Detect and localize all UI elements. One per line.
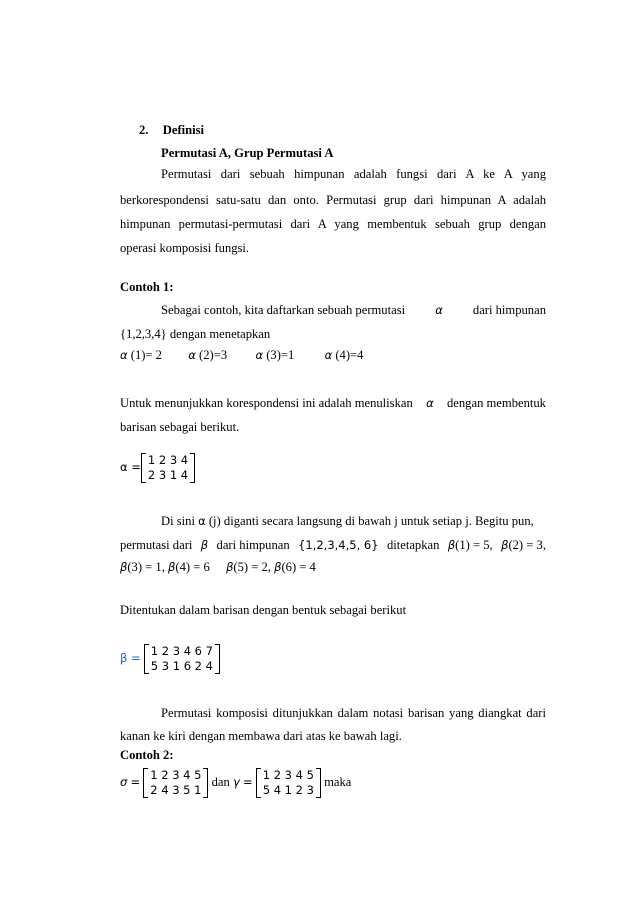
alpha-mapping-row: [120, 347, 546, 363]
beta-line-1: [120, 537, 546, 553]
beta-map-4: (4) = 6: [175, 560, 210, 574]
beta-text-a: permutasi dari: [120, 538, 193, 552]
beta-matrix: [144, 644, 220, 674]
alpha-matrix-bottom: 2 3 1 4: [147, 468, 189, 483]
beta-text-c: ditetapkan: [386, 538, 440, 552]
dan-word: dan: [211, 775, 230, 789]
alpha-symbol: α: [188, 348, 196, 362]
explanation-line-2: barisan sebagai berikut.: [120, 420, 240, 434]
alpha-matrix: [141, 453, 195, 483]
example-2-equation: [120, 766, 546, 798]
sigma-symbol: σ: [120, 775, 128, 789]
beta-map-2: (2) = 3,: [508, 538, 546, 552]
alpha-map-1: (1)= 2: [130, 348, 162, 362]
alpha-matrix-label: α =: [120, 460, 141, 474]
definition-line-3: himpunan permutasi-permutasi dari A yang membentuk sebuah grup dengan: [120, 217, 546, 231]
alpha-symbol: α: [435, 303, 443, 317]
explanation-text-b: dengan membentuk: [447, 396, 546, 410]
gamma-matrix: [256, 768, 321, 798]
section-subtitle: Permutasi A, Grup Permutasi A: [161, 146, 334, 160]
beta-matrix-label: β =: [120, 651, 141, 665]
explanation-line-1: [120, 395, 546, 411]
alpha-symbol: α: [255, 348, 264, 362]
example-1-line-1: [161, 302, 546, 318]
beta-line-2: [120, 559, 546, 575]
gamma-symbol: γ: [232, 775, 240, 789]
beta-symbol: β: [200, 538, 209, 552]
section-heading: [139, 122, 565, 138]
alpha-symbol: α: [198, 514, 206, 528]
alpha-map-2: (2)=3: [199, 348, 228, 362]
beta-symbol: β: [226, 560, 234, 574]
sigma-matrix-bottom: 2 4 3 5 1: [150, 783, 202, 798]
definition-line-2: berkorespondensi satu-satu dan onto. Permutasi grup dari himpunan A adalah: [120, 193, 546, 207]
beta-set: {1,2,3,4,5, 6}: [298, 538, 379, 552]
komposisi-line-2: kanan ke kiri dengan membawa dari atas ke bawah lagi.: [120, 729, 402, 743]
explanation-text-a: Untuk menunjukkan korespondensi ini adalah menuliskan: [120, 396, 413, 410]
example-1-heading: Contoh 1:: [120, 280, 174, 294]
alpha-symbol: α: [426, 396, 434, 410]
beta-matrix-top: 1 2 3 4 6 7: [150, 644, 213, 659]
beta-symbol: β: [501, 538, 509, 552]
di-sini-line: [161, 513, 546, 529]
di-sini-text-b: (j) diganti secara langsung di bawah j untuk setiap j. Begitu pun,: [208, 514, 534, 528]
alpha-matrix-top: 1 2 3 4: [147, 453, 189, 468]
alpha-map-4: (4)=4: [335, 348, 364, 362]
example-1-line-2: {1,2,3,4} dengan menetapkan: [120, 327, 271, 341]
section-number: 2.: [139, 123, 149, 137]
alpha-map-3: (3)=1: [266, 348, 295, 362]
example-1-text-end: dari himpunan: [472, 303, 546, 317]
definition-line-1: Permutasi dari sebuah himpunan adalah fungsi dari A ke A yang: [161, 167, 546, 181]
di-sini-text-a: Di sini: [161, 514, 195, 528]
beta-map-3: (3) = 1,: [127, 560, 165, 574]
beta-matrix-equation: [120, 642, 546, 674]
example-2-heading: Contoh 2:: [120, 748, 174, 762]
ditentukan-line: Ditentukan dalam barisan dengan bentuk sebagai berikut: [120, 603, 407, 617]
beta-symbol: β: [274, 560, 282, 574]
maka-word: maka: [324, 775, 352, 789]
alpha-matrix-equation: [120, 451, 546, 483]
equals-sign: =: [242, 775, 253, 789]
gamma-matrix-bottom: 5 4 1 2 3: [262, 783, 314, 798]
beta-map-1: (1) = 5,: [455, 538, 493, 552]
komposisi-line-1: Permutasi komposisi ditunjukkan dalam notasi barisan yang diangkat dari: [161, 706, 546, 720]
definition-line-4: operasi komposisi fungsi.: [120, 241, 250, 255]
alpha-symbol: α: [324, 348, 333, 362]
beta-map-6: (6) = 4: [281, 560, 316, 574]
sigma-matrix: [143, 768, 208, 798]
beta-symbol: β: [447, 538, 456, 552]
beta-symbol: β: [168, 560, 176, 574]
beta-symbol: β: [120, 560, 128, 574]
beta-matrix-bottom: 5 3 1 6 2 4: [150, 659, 213, 674]
sigma-matrix-top: 1 2 3 4 5: [150, 768, 202, 783]
gamma-matrix-top: 1 2 3 4 5: [262, 768, 314, 783]
equals-sign: =: [130, 775, 141, 789]
section-title: Definisi: [162, 123, 205, 137]
beta-text-b: dari himpunan: [216, 538, 290, 552]
alpha-symbol: α: [120, 348, 128, 362]
beta-map-5: (5) = 2,: [233, 560, 271, 574]
example-1-text: Sebagai contoh, kita daftarkan sebuah permutasi: [161, 303, 406, 317]
